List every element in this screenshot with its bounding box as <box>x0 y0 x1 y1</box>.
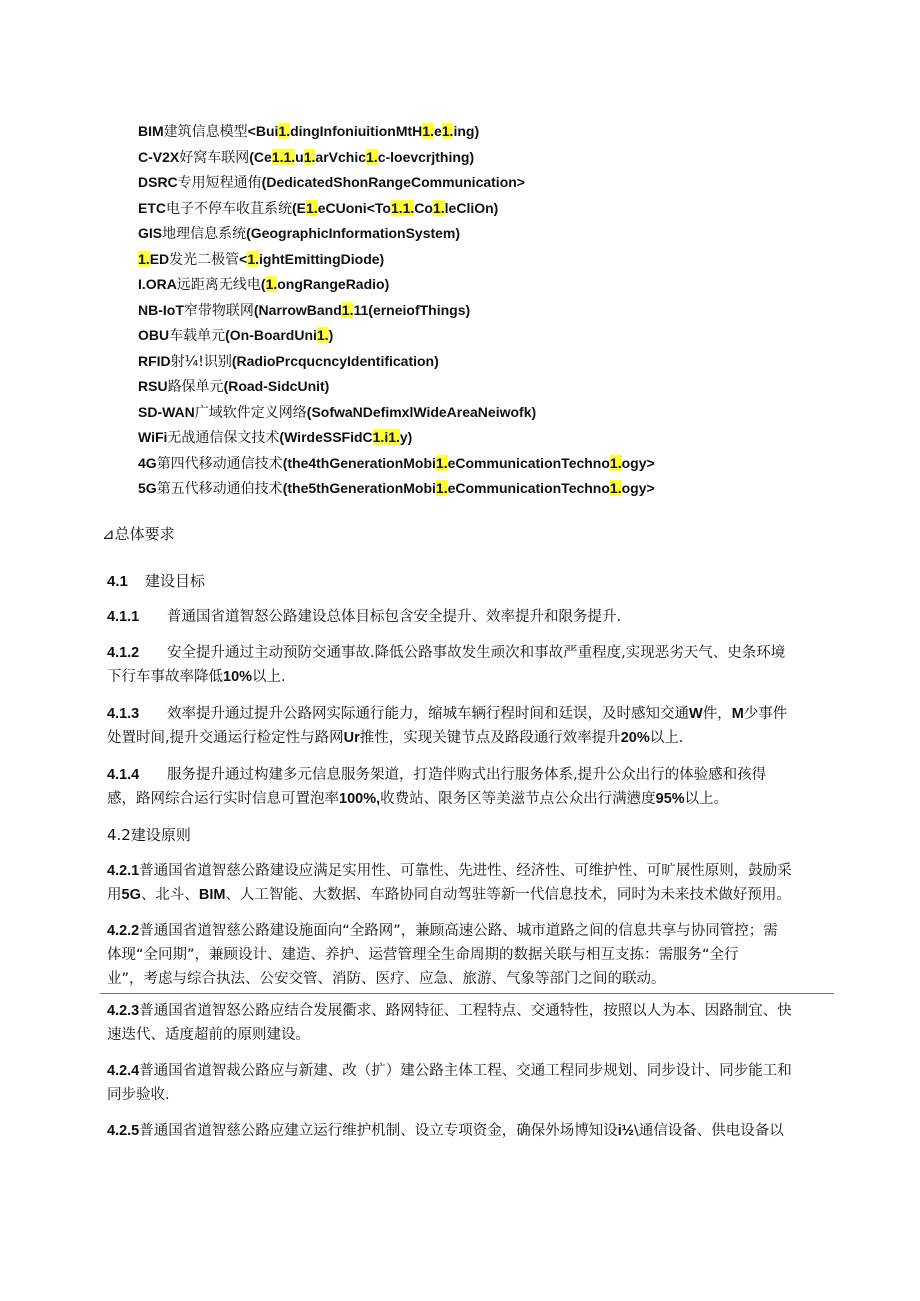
abbreviation-item <box>138 297 470 323</box>
abbreviation-code: OBU <box>138 327 170 343</box>
abbreviation-item <box>138 348 439 374</box>
paragraph-number: 4.1.2 <box>107 645 140 661</box>
abbreviation-english: (On-BoardUni <box>225 327 317 343</box>
abbreviation-english: <Bui <box>247 123 279 139</box>
highlighted-text: 1. <box>435 480 448 496</box>
paragraph-4-2-4-cont <box>107 1082 170 1108</box>
paragraph-4-1-3-cont <box>107 725 683 751</box>
abbreviation-item <box>138 424 412 450</box>
text: 下行车事故率降低 <box>107 669 223 685</box>
highlighted-text: 1. <box>609 480 622 496</box>
abbreviation-english: (E <box>292 199 306 216</box>
abbreviation-english: eCUoni<To <box>317 199 391 216</box>
highlighted-text: 1. <box>435 454 448 471</box>
paragraph-4-2-3 <box>107 998 792 1024</box>
abbreviation-english: ogy> <box>621 480 655 496</box>
abbreviation-english: eCommunicationTechno <box>447 480 610 496</box>
highlighted-text: 1.i1. <box>372 429 400 445</box>
paragraph-4-2-5 <box>107 1118 784 1144</box>
abbreviation-code: NB-IoT <box>138 301 184 318</box>
paragraph-number: 4.1.1 <box>107 609 140 625</box>
highlighted-text: 1. <box>422 123 434 139</box>
abbreviation-chinese: 第五代移动通伯技术 <box>156 481 283 497</box>
paragraph-number: 4.2.5 <box>107 1123 140 1139</box>
abbreviation-english: (GeographicInformationSystem) <box>246 225 461 241</box>
abbreviation-code: BIM <box>138 123 164 139</box>
paragraph-4-1-1 <box>107 604 621 630</box>
abbreviation-code: 4G <box>138 454 157 471</box>
abbreviation-english: ( <box>260 276 266 292</box>
text: W <box>689 706 703 722</box>
abbreviation-chinese: 路保单元 <box>167 379 224 395</box>
highlighted-text: 1. <box>303 148 316 165</box>
abbreviation-english: (WirdeSSFidC <box>279 429 373 445</box>
abbreviation-item <box>138 144 474 170</box>
text: 用 <box>107 887 122 903</box>
abbreviation-english: (NarrowBand <box>253 301 342 318</box>
abbreviation-item <box>138 475 655 501</box>
abbreviation-english: leCliOn) <box>444 199 499 216</box>
abbreviation-code: ED <box>149 250 170 267</box>
abbreviation-english: (the5thGenerationMobi <box>282 480 436 496</box>
abbreviation-english: c-loevcrjthing) <box>377 148 475 165</box>
abbreviation-english: ing) <box>453 123 480 139</box>
text: M <box>731 706 744 722</box>
paragraph-text: 安全提升通过主动预防交通事故.降低公路事故发生顽次和事故严重程度,实现恶劣天气、史条环境 <box>167 645 786 661</box>
abbreviation-english: ongRangeRadio) <box>277 276 390 292</box>
section-4-2-heading <box>107 822 191 848</box>
abbreviation-english: y) <box>399 429 413 445</box>
value: 10% <box>223 669 253 685</box>
text: 收费站、限务区等美滋节点公众出行满懑度 <box>380 791 656 807</box>
text: 以上. <box>252 669 286 685</box>
paragraph-text: 业”，考虑与综合执法、公安交管、消防、医疗、应急、旅游、气象等部门之间的联动。 <box>107 971 666 987</box>
text: i½ <box>617 1123 634 1139</box>
divider-line <box>100 993 834 994</box>
abbreviation-english: e <box>433 123 442 139</box>
abbreviation-item <box>138 195 498 221</box>
abbreviation-chinese: 建筑信息模型 <box>163 124 248 140</box>
abbreviation-item <box>138 246 384 272</box>
text: BIM <box>198 887 226 903</box>
paragraph-4-1-2-cont <box>107 664 286 690</box>
paragraph-number: 4.1.4 <box>107 767 140 783</box>
abbreviation-item <box>138 118 479 144</box>
abbreviation-english: ) <box>328 327 334 343</box>
text: 件， <box>702 706 732 722</box>
abbreviation-english: (DedicatedShonRangeCommunication> <box>261 174 525 190</box>
value: 100%, <box>339 791 381 807</box>
abbreviation-english: (SofwaNDefimxlWideAreaNeiwofk) <box>306 403 537 420</box>
paragraph-number: 4.2.2 <box>107 923 140 939</box>
paragraph-4-2-2-cont1 <box>107 942 739 968</box>
abbreviation-chinese: 车载单元 <box>169 328 226 344</box>
abbreviation-item <box>138 322 333 348</box>
section-title: 4.2建设原则 <box>107 826 191 844</box>
highlighted-text: 1. <box>306 199 318 216</box>
paragraph-text: 服务提升通过构建多元信息服务架道，打造伴购式出行服务体系,提升公众出行的体验感和孩得 <box>167 767 767 783</box>
paragraph-text: 体现“全冋期”，兼顾设计、建造、养护、运营管理全生命周期的数据关联与相互支拣：需服务“全行 <box>107 947 739 963</box>
highlighted-text: 1. <box>247 250 260 267</box>
abbreviation-code: WiFi <box>138 429 168 445</box>
text: 效率提升通过提升公路网实际通行能力，缩城车辆行程时间和廷误，及时感知交通 <box>167 706 689 722</box>
highlighted-text: 1. <box>609 454 622 471</box>
abbreviation-chinese: 广域软件定义网络 <box>194 404 307 421</box>
abbreviation-chinese: 第四代移动通信技术 <box>156 455 283 472</box>
abbreviation-english: eCommunicationTechno <box>447 454 610 471</box>
abbreviation-chinese: 好窝车联网 <box>179 149 250 166</box>
abbreviation-english: arVchic <box>315 148 366 165</box>
highlighted-text: 1. <box>441 123 454 139</box>
paragraph-text: 普通国省道智慈公路建设应满足实用性、可靠性、先进性、经济性、可维护性、可旷展性原则，鼓励采 <box>139 863 792 879</box>
abbreviation-code: DSRC <box>138 174 178 190</box>
section-number: 4.1 <box>107 573 128 590</box>
text: 5G <box>121 887 141 903</box>
highlighted-text: 1. <box>432 199 445 216</box>
abbreviation-english: (Ce <box>249 148 272 165</box>
text: 处置时间,提升交通运行检定性与路网 <box>107 730 344 746</box>
paragraph-4-1-3 <box>107 701 787 727</box>
abbreviation-code: C-V2X <box>138 148 180 165</box>
text: 、人工智能、大数据、车路协同自动驾驻等新一代信息技术，同时为未来技术做好预用。 <box>225 887 791 903</box>
abbreviation-chinese: 发光二极管 <box>169 251 240 268</box>
abbreviation-code: I.ORA <box>138 276 177 292</box>
abbreviation-code: 5G <box>138 480 157 496</box>
abbreviation-item <box>138 399 536 425</box>
text: Ur <box>343 730 360 746</box>
abbreviation-item <box>138 373 329 399</box>
abbreviation-item <box>138 450 655 476</box>
abbreviation-item <box>138 220 460 246</box>
value: 95% <box>655 791 685 807</box>
abbreviation-english: dingInfoniuitionMtH <box>290 123 423 139</box>
highlighted-text: 1. <box>138 250 150 267</box>
text: \通信设备、供电设备以 <box>633 1123 784 1139</box>
abbreviation-chinese: 地理信息系统 <box>162 226 247 242</box>
text: 以上。 <box>684 791 729 807</box>
paragraph-4-2-1 <box>107 858 792 884</box>
paragraph-text: 普通国省道智慈公路建设施面向“全路网”，兼顾高速公路、城市道路之间的信息共享与协同管控；需 <box>139 923 778 939</box>
highlighted-text: 1.1. <box>271 148 296 165</box>
paragraph-4-1-4-cont <box>107 786 728 812</box>
abbreviation-chinese: 远距离无线电 <box>176 277 261 293</box>
abbreviation-chinese: 无战通信保文技术 <box>167 430 280 446</box>
paragraph-number: 4.1.3 <box>107 706 140 722</box>
paragraph-text: 普通国省道智裁公路应与新建、改（扩）建公路主体工程、交通工程同步规划、同步设计、同步能工和 <box>139 1063 792 1079</box>
abbreviation-english: (RadioPrcqucncyIdentification) <box>231 352 439 369</box>
paragraph-4-2-3-cont <box>107 1022 310 1048</box>
paragraph-4-2-1-cont <box>107 882 791 908</box>
abbreviation-chinese: 专用短程通侑 <box>177 175 262 191</box>
paragraph-text: 同步验收. <box>107 1087 170 1103</box>
paragraph-number: 4.2.3 <box>107 1003 140 1019</box>
abbreviation-english: u <box>295 148 304 165</box>
text: 以上. <box>649 730 684 746</box>
paragraph-4-1-4 <box>107 762 766 788</box>
paragraph-4-2-2 <box>107 918 778 944</box>
paragraph-text: 普通国省道智怒公路应结合发展衢求、路网特征、工程特点、交通特性，按照以人为本、因路制宜、快 <box>139 1003 792 1019</box>
text: 感，路网综合运行实时信息可置泡率 <box>107 791 339 807</box>
abbreviation-code: GIS <box>138 225 163 241</box>
abbreviation-code: SD-WAN <box>138 403 195 420</box>
paragraph-4-1-2 <box>107 640 785 666</box>
highlighted-text: 1. <box>278 123 291 139</box>
abbreviation-english: < <box>239 250 248 267</box>
section-title: 建设目标 <box>145 572 206 590</box>
paragraph-number: 4.2.1 <box>107 863 140 879</box>
text: 、北斗、 <box>140 887 199 903</box>
abbreviation-code: RFID <box>138 352 171 369</box>
abbreviation-code: ETC <box>138 199 166 216</box>
abbreviation-english: ogy> <box>621 454 655 471</box>
abbreviation-english: 11(erneiofThings) <box>353 301 471 318</box>
section-4-heading <box>102 521 175 547</box>
highlighted-text: 1. <box>265 276 278 292</box>
highlighted-text: 1. <box>316 327 329 343</box>
abbreviation-chinese: 射¼!识别 <box>170 353 232 370</box>
abbreviation-english: ightEmittingDiode) <box>259 250 385 267</box>
paragraph-number: 4.2.4 <box>107 1063 140 1079</box>
abbreviation-item <box>138 169 525 195</box>
abbreviation-chinese: 窄带物联网 <box>183 302 254 319</box>
highlighted-text: 1. <box>366 148 378 165</box>
abbreviation-code: RSU <box>138 378 168 394</box>
paragraph-4-2-4 <box>107 1058 792 1084</box>
highlighted-text: 1. <box>341 301 354 318</box>
paragraph-text: 速迭代、适度超前的原则建设。 <box>107 1027 310 1043</box>
text: 普通国省道智慈公路应建立运行维护机制、设立专项资金，确保外场博知设 <box>139 1123 618 1139</box>
highlighted-text: 1.1. <box>390 199 415 216</box>
paragraph-text: 普通国省道智怒公路建设总体目标包含安全提升、效率提升和限务提升. <box>167 609 622 625</box>
text: 少事件 <box>743 706 788 722</box>
abbreviation-english: (the4thGenerationMobi <box>282 454 436 471</box>
abbreviation-chinese: 电子不停车收苴系统 <box>166 200 292 217</box>
abbreviation-english: Co <box>414 199 433 216</box>
value: 20% <box>620 730 650 746</box>
section-4-title: ⊿总体要求 <box>102 525 175 543</box>
abbreviation-english: (Road-SidcUnit) <box>223 378 330 394</box>
abbreviation-item <box>138 271 389 297</box>
paragraph-4-2-2-cont2 <box>107 966 666 992</box>
text: 推性，实现关键节点及路段通行效率提升 <box>359 730 621 746</box>
section-4-1-heading <box>107 568 205 594</box>
